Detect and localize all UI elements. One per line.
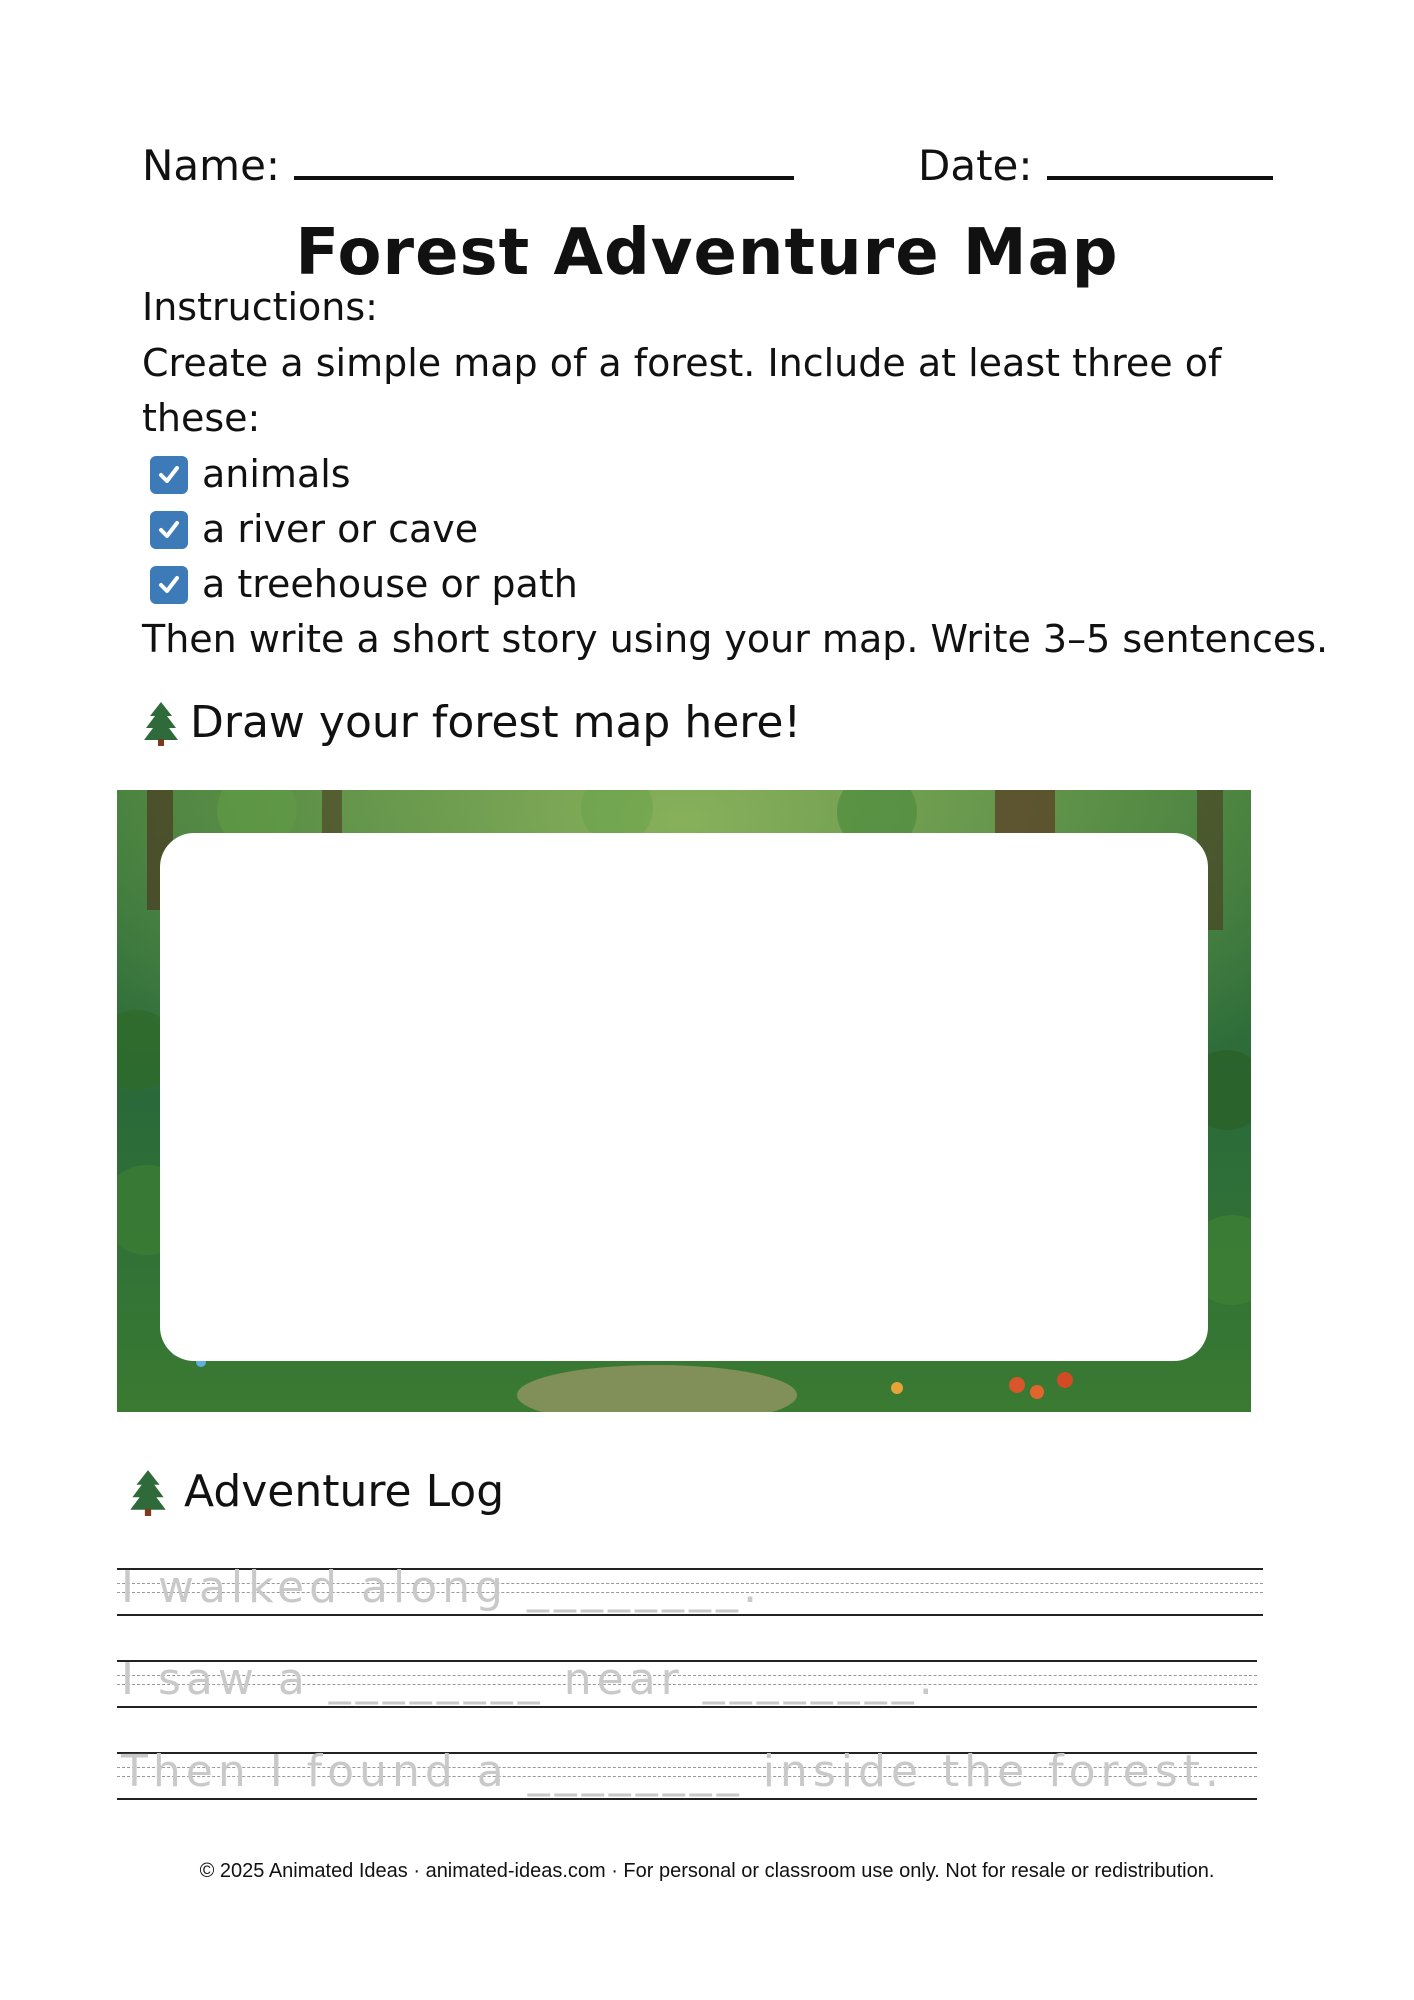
trace-text: I walked along ________. bbox=[121, 1562, 762, 1613]
log-heading bbox=[128, 1466, 504, 1517]
check-icon bbox=[150, 566, 188, 604]
checklist-item bbox=[150, 502, 578, 557]
checklist-item-label: a river or cave bbox=[202, 507, 479, 551]
checklist-item bbox=[150, 557, 578, 612]
instructions-body: Create a simple map of a forest. Include at least three of these: bbox=[142, 341, 1222, 440]
trace-text: I saw a ________ near ________. bbox=[121, 1654, 938, 1705]
log-heading-label: Adventure Log bbox=[184, 1466, 505, 1517]
draw-heading-label: Draw your forest map here! bbox=[190, 697, 802, 748]
trace-text: Then I found a ________ inside the forest. bbox=[121, 1746, 1224, 1797]
name-blank[interactable] bbox=[294, 138, 794, 180]
checklist-item bbox=[150, 447, 578, 502]
check-icon bbox=[150, 456, 188, 494]
checklist-item-label: animals bbox=[202, 452, 351, 496]
tree-icon bbox=[128, 1468, 168, 1516]
checklist bbox=[150, 447, 578, 612]
check-icon bbox=[150, 511, 188, 549]
name-label: Name: bbox=[142, 141, 281, 190]
story-instruction: Then write a short story using your map. Write 3–5 sentences. bbox=[142, 617, 1329, 661]
footer-copyright: © 2025 Animated Ideas · animated-ideas.com · For personal or classroom use only. Not for resale or redistribution. bbox=[199, 1860, 1215, 1882]
trace-line-1[interactable] bbox=[117, 1562, 1263, 1616]
draw-heading bbox=[142, 697, 801, 748]
page-title: Forest Adventure Map bbox=[295, 216, 1119, 290]
name-field[interactable] bbox=[142, 138, 794, 190]
tree-icon bbox=[142, 700, 180, 746]
trace-line-2[interactable] bbox=[117, 1654, 1257, 1708]
trace-line-3[interactable] bbox=[117, 1746, 1257, 1800]
map-drawing-area[interactable] bbox=[117, 790, 1251, 1412]
date-field[interactable] bbox=[918, 138, 1273, 190]
instructions-label: Instructions: bbox=[142, 285, 378, 329]
checklist-item-label: a treehouse or path bbox=[202, 562, 578, 606]
date-label: Date: bbox=[918, 141, 1033, 190]
map-blank-area[interactable] bbox=[160, 833, 1208, 1361]
date-blank[interactable] bbox=[1047, 138, 1273, 180]
